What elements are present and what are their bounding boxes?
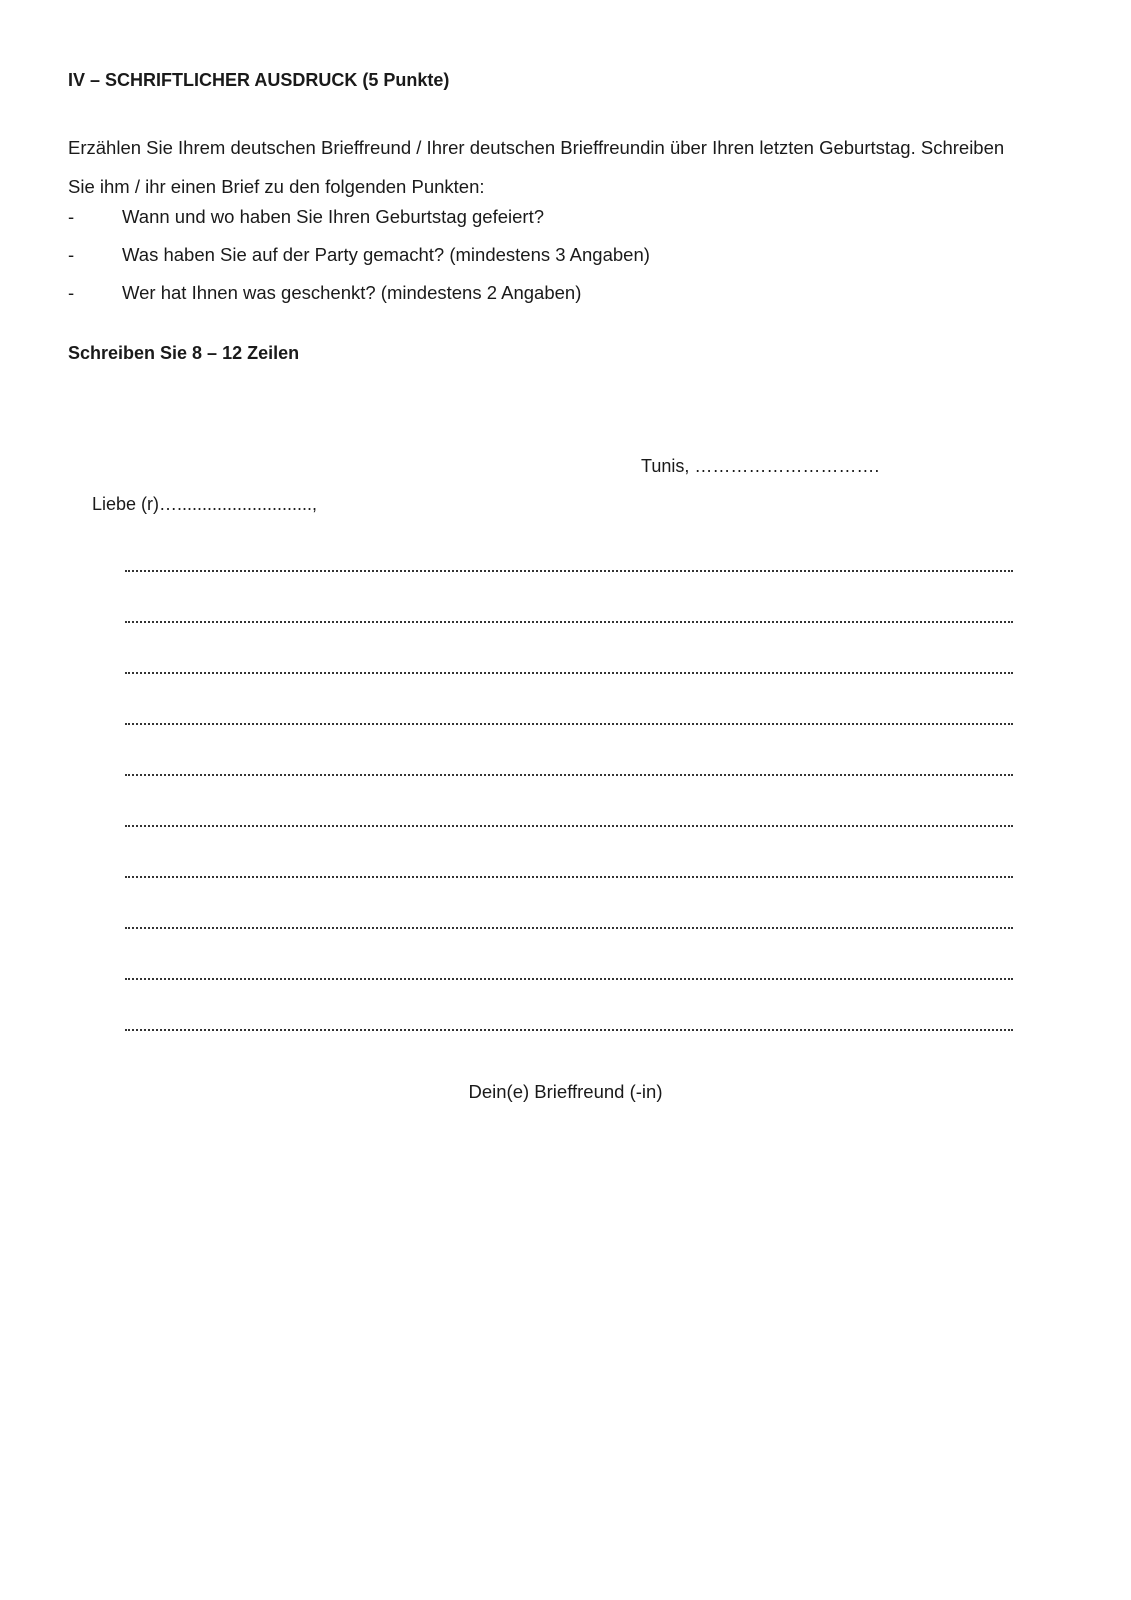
bullet-dash: - — [68, 206, 75, 227]
bullet-dash: - — [68, 282, 75, 303]
writing-line[interactable] — [125, 854, 1013, 905]
salutation-field[interactable]: Liebe (r)…..........................., — [92, 494, 318, 514]
writing-line[interactable] — [125, 803, 1013, 854]
task-point-text: Wann und wo haben Sie Ihren Geburtstag gefeiert? — [122, 206, 545, 227]
task-description — [68, 128, 1058, 206]
task-description-line-2: Sie ihm / ihr einen Brief zu den folgenden Punkten: — [68, 176, 485, 197]
writing-line[interactable] — [125, 752, 1013, 803]
place-date-field[interactable]: Tunis, …………………………. — [641, 456, 880, 476]
task-description-line-1: Erzählen Sie Ihrem deutschen Brieffreund / Ihrer deutschen Brieffreundin über Ihren letzten Geburtstag. Schreiben — [68, 137, 1005, 158]
writing-lines — [125, 548, 1013, 1058]
writing-line[interactable] — [125, 650, 1013, 701]
task-point-text: Wer hat Ihnen was geschenkt? (mindestens 2 Angaben) — [122, 282, 582, 303]
bullet-dash: - — [68, 244, 75, 265]
writing-line[interactable] — [125, 599, 1013, 650]
letter-closing: Dein(e) Brieffreund (-in) — [468, 1081, 663, 1102]
writing-line[interactable] — [125, 1007, 1013, 1058]
task-point-text: Was haben Sie auf der Party gemacht? (mindestens 3 Angaben) — [122, 244, 650, 265]
section-heading: IV – SCHRIFTLICHER AUSDRUCK (5 Punkte) — [68, 70, 450, 90]
writing-line[interactable] — [125, 956, 1013, 1007]
writing-line[interactable] — [125, 701, 1013, 752]
line-count-instruction: Schreiben Sie 8 – 12 Zeilen — [68, 343, 300, 363]
writing-line[interactable] — [125, 905, 1013, 956]
writing-line[interactable] — [125, 548, 1013, 599]
